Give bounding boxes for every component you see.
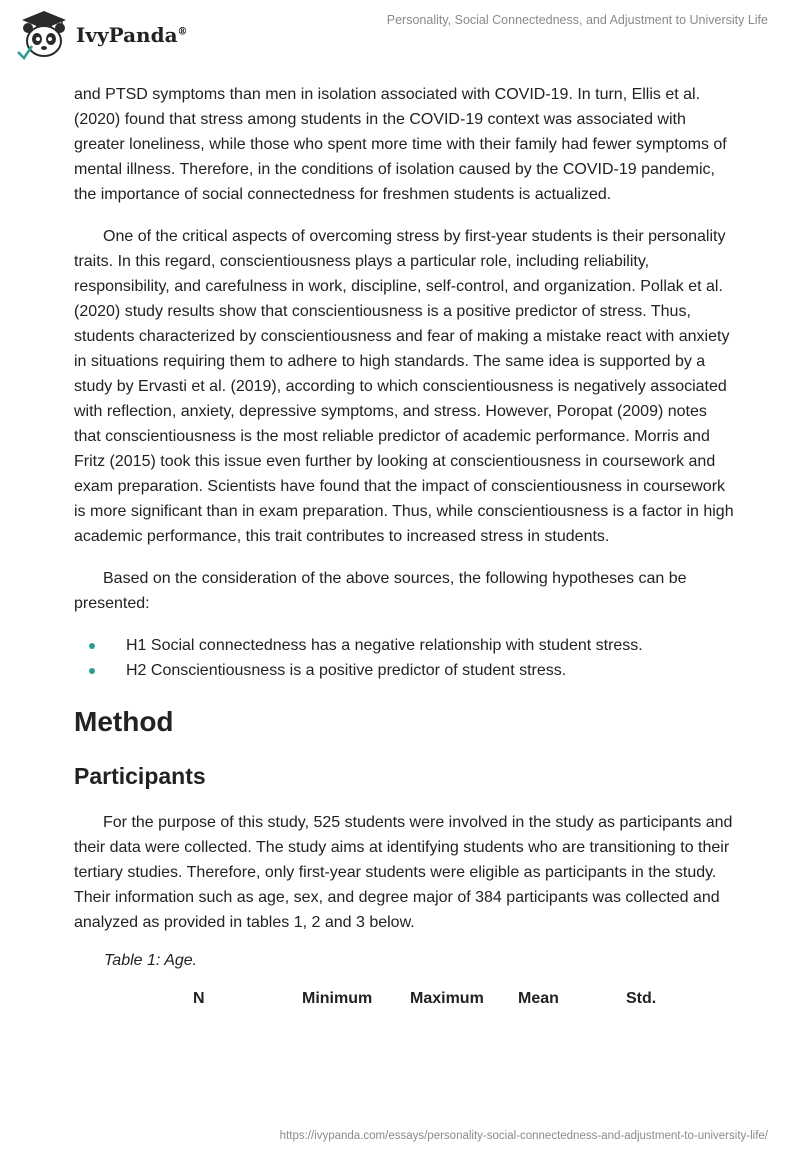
participants-heading: Participants xyxy=(74,763,206,789)
bullet-icon xyxy=(89,643,95,649)
ivypanda-logo[interactable] xyxy=(14,8,188,60)
participants-paragraph: For the purpose of this study, 525 students were involved in the study as participants and their data were collected. The study aims at identifying students who are transitioning to their tertiary studies. Therefore, only first-year students were eligible as participants in the study. Their information such as age, sex, and degree major of 384 participants was collected and analyzed as provided in tables 1, 2 and 3 below. xyxy=(74,814,733,931)
source-url[interactable]: https://ivypanda.com/essays/personality-social-connectedness-and-adjustment-to-university-life/ xyxy=(279,1130,768,1142)
brand-name: IvyPanda® xyxy=(76,23,188,47)
column-header-minimum: Minimum xyxy=(302,990,373,1007)
hypotheses-list xyxy=(74,633,734,683)
running-title: Personality, Social Connectedness, and Adjustment to University Life xyxy=(386,13,768,27)
table-header-row xyxy=(74,990,734,1014)
column-header-n: N xyxy=(193,990,205,1007)
paragraph-conscientiousness: One of the critical aspects of overcoming stress by first-year students is their personality traits. In this regard, conscientiousness plays a particular role, including reliability, responsibility, and carefulness in work, discipline, self-control, and organization. Pollak et al. (2020) study results show that conscientiousness is a positive predictor of stress. Thus, students characterized by conscientiousness and fear of making a mistake react with anxiety in situations requiring them to adhere to high standards. The same idea is supported by a study by Ervasti et al. (2019), according to which conscientiousness is negatively associated with reflection, anxiety, depressive symptoms, and stress. However, Poropat (2009) notes that conscientiousness is the most reliable predictor of academic performance. Morris and Fritz (2015) took this issue even further by looking at conscientiousness in coursework and exam preparation. Scientists have found that the impact of conscientiousness in coursework is more significant than in exam preparation. Thus, while conscientiousness is a factor in high academic performance, this trait contributes to increased stress in students. xyxy=(74,228,734,545)
column-header-std: Std. xyxy=(626,990,657,1007)
paragraph-hypotheses-intro: Based on the consideration of the above sources, the following hypotheses can be presented: xyxy=(74,570,687,612)
list-item: H1 Social connectedness has a negative relationship with student stress. xyxy=(74,633,734,658)
table-caption: Table 1: Age. xyxy=(104,952,198,969)
panda-graduate-icon xyxy=(14,8,74,60)
column-header-mean: Mean xyxy=(518,990,559,1007)
list-item: H2 Conscientiousness is a positive predictor of student stress. xyxy=(74,658,734,683)
column-header-maximum: Maximum xyxy=(410,990,484,1007)
page-header xyxy=(0,0,800,70)
bullet-icon xyxy=(89,668,95,674)
document-body xyxy=(74,70,734,1014)
paragraph-continued: and PTSD symptoms than men in isolation associated with COVID-19. In turn, Ellis et al. (2020) found that stress among students in the COVID-19 context was associated with greater loneliness, while those who spent more time with their family had fewer symptoms of mental illness. Therefore, in the conditions of isolation caused by the COVID-19 pandemic, the importance of social connectedness for freshmen students is actualized. xyxy=(74,86,727,203)
method-heading: Method xyxy=(74,706,174,737)
